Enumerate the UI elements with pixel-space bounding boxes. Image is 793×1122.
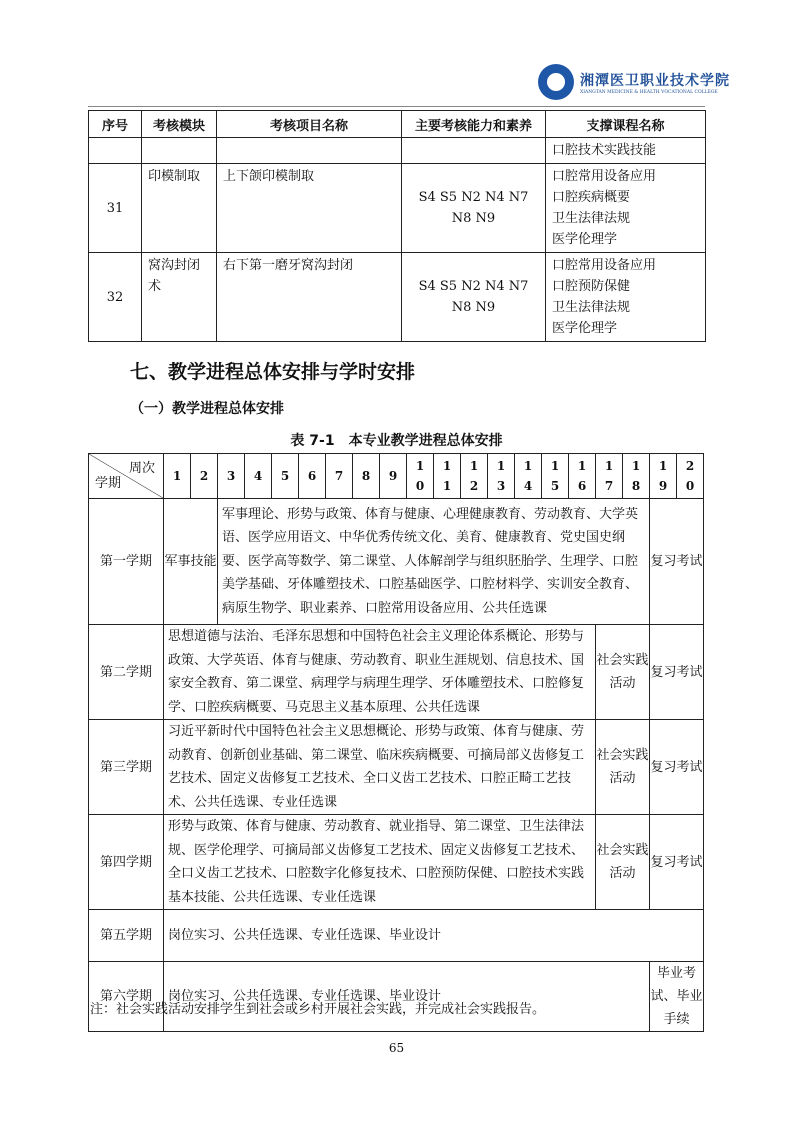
module-cell: 窝沟封闭术 <box>142 253 217 342</box>
row-no: 32 <box>89 253 142 342</box>
week-10: 1 0 <box>407 454 434 499</box>
courses-cell: 岗位实习、公共任选课、专业任选课、毕业设计 <box>164 962 650 1032</box>
course-cell: 口腔技术实践技能 <box>546 138 706 164</box>
term-label: 第三学期 <box>89 720 164 815</box>
section-title: 七、教学进程总体安排与学时安排 <box>130 361 416 383</box>
table-row <box>89 164 706 253</box>
table-row <box>89 138 706 164</box>
week-2: 2 <box>191 454 218 499</box>
module-cell: 印模制取 <box>142 164 217 253</box>
item-cell: 右下第一磨牙窝沟封闭 <box>217 253 402 342</box>
course: 口腔疾病概要 <box>552 190 631 205</box>
week-header-row <box>89 454 704 499</box>
week-9: 9 <box>380 454 407 499</box>
term-label: 第五学期 <box>89 910 164 962</box>
week-15: 1 5 <box>542 454 569 499</box>
term-label: 第一学期 <box>89 499 164 625</box>
term-label: 第二学期 <box>89 625 164 720</box>
schedule-table <box>88 453 704 1032</box>
corner-cell <box>89 454 164 499</box>
course: 卫生法律法规 <box>552 211 631 226</box>
abilities-cell: S4 S5 N2 N4 N7 N8 N9 <box>402 253 546 342</box>
courses-cell: 习近平新时代中国特色社会主义思想概论、形势与政策、体育与健康、劳动教育、创新创业基础、第二课堂、临床疾病概要、可摘局部义齿修复工艺技术、固定义齿修复工艺技术、全口义齿工艺技术、口腔正畸工艺技术、公共任选课、专业任选课 <box>164 720 596 815</box>
week-16: 1 6 <box>569 454 596 499</box>
courses-cell: 军事理论、形势与政策、体育与健康、心理健康教育、劳动教育、大学英语、医学应用语文、中华优秀传统文化、美育、健康教育、党史国史纲要、医学高等数学、第二课堂、人体解剖学与组织胚胎学、生理学、口腔美学基础、牙体雕塑技术、口腔基础医学、口腔材料学、实训安全教育、病原生物学、职业素养、口腔常用设备应用、公共任选课 <box>218 499 650 625</box>
abilities-cell: S4 S5 N2 N4 N7 N8 N9 <box>402 164 546 253</box>
page-number: 65 <box>388 1041 405 1055</box>
course: 医学伦理学 <box>552 232 618 247</box>
subsection-title: （一）教学进程总体安排 <box>130 401 284 417</box>
courses-cell: 形势与政策、体育与健康、劳动教育、就业指导、第二课堂、卫生法律法规、医学伦理学、可摘局部义齿修复工艺技术、固定义齿修复工艺技术、全口义齿工艺技术、口腔数字化修复技术、口腔预防保健、口腔技术实践基本技能、公共任选课、专业任选课 <box>164 815 596 910</box>
exam-cell: 复习考试 <box>650 815 704 910</box>
week-20: 2 0 <box>677 454 704 499</box>
header-cell: 考核项目名称 <box>217 111 402 138</box>
logo-en: XIANGTAN MEDICINE & HEALTH VOCATIONAL COLLEGE <box>580 89 718 95</box>
week-4: 4 <box>245 454 272 499</box>
term-label: 第六学期 <box>89 962 164 1032</box>
corner-week-label: 周次 <box>128 461 155 476</box>
week-5: 5 <box>272 454 299 499</box>
college-logo <box>538 64 730 100</box>
table-row <box>89 253 706 342</box>
week-1: 1 <box>164 454 191 499</box>
term-label: 第四学期 <box>89 815 164 910</box>
week-18: 1 8 <box>623 454 650 499</box>
term-row <box>89 499 704 625</box>
military-training-cell: 军事技能 <box>164 499 218 625</box>
practice-cell: 社会实践活动 <box>596 625 650 720</box>
week-8: 8 <box>353 454 380 499</box>
term-row <box>89 720 704 815</box>
header-cell: 支撑课程名称 <box>546 111 706 138</box>
exam-cell: 复习考试 <box>650 625 704 720</box>
exam-cell: 复习考试 <box>650 720 704 815</box>
course: 口腔常用设备应用 <box>552 169 657 184</box>
week-7: 7 <box>326 454 353 499</box>
term-row <box>89 625 704 720</box>
header-cell: 考核模块 <box>142 111 217 138</box>
courses-cell <box>546 164 706 253</box>
assessment-table <box>88 110 706 342</box>
practice-cell: 社会实践活动 <box>596 720 650 815</box>
term-row <box>89 815 704 910</box>
week-11: 1 1 <box>434 454 461 499</box>
logo-cn: 湘潭医卫职业技术学院 <box>580 72 730 89</box>
college-seal-icon <box>538 64 574 100</box>
week-19: 1 9 <box>650 454 677 499</box>
footnote: 注：社会实践活动安排学生到社会或乡村开展社会实践，并完成社会实践报告。 <box>90 1002 546 1017</box>
corner-term-label: 学期 <box>95 476 122 491</box>
term-row <box>89 962 704 1032</box>
week-6: 6 <box>299 454 326 499</box>
week-13: 1 3 <box>488 454 515 499</box>
practice-cell: 社会实践活动 <box>596 815 650 910</box>
week-17: 1 7 <box>596 454 623 499</box>
term-row <box>89 910 704 962</box>
table-caption: 表 7-1 本专业教学进程总体安排 <box>290 433 503 449</box>
courses-cell: 思想道德与法治、毛泽东思想和中国特色社会主义理论体系概论、形势与政策、大学英语、体育与健康、劳动教育、职业生涯规划、信息技术、国家安全教育、第二课堂、病理学与病理生理学、牙体雕塑技术、口腔修复学、口腔疾病概要、马克思主义基本原理、公共任选课 <box>164 625 596 720</box>
week-3: 3 <box>218 454 245 499</box>
header-cell: 主要考核能力和素养 <box>402 111 546 138</box>
course: 口腔预防保健 <box>552 279 631 294</box>
week-12: 1 2 <box>461 454 488 499</box>
exam-cell: 复习考试 <box>650 499 704 625</box>
row-no: 31 <box>89 164 142 253</box>
graduation-cell: 毕业考试、毕业手续 <box>650 962 704 1032</box>
item-cell: 上下颌印模制取 <box>217 164 402 253</box>
course: 卫生法律法规 <box>552 300 631 315</box>
courses-cell: 岗位实习、公共任选课、专业任选课、毕业设计 <box>164 910 704 962</box>
course: 医学伦理学 <box>552 321 618 336</box>
course: 口腔常用设备应用 <box>552 258 657 273</box>
week-14: 1 4 <box>515 454 542 499</box>
table-header-row <box>89 111 706 138</box>
courses-cell <box>546 253 706 342</box>
header-divider <box>88 106 705 107</box>
header-cell: 序号 <box>89 111 142 138</box>
